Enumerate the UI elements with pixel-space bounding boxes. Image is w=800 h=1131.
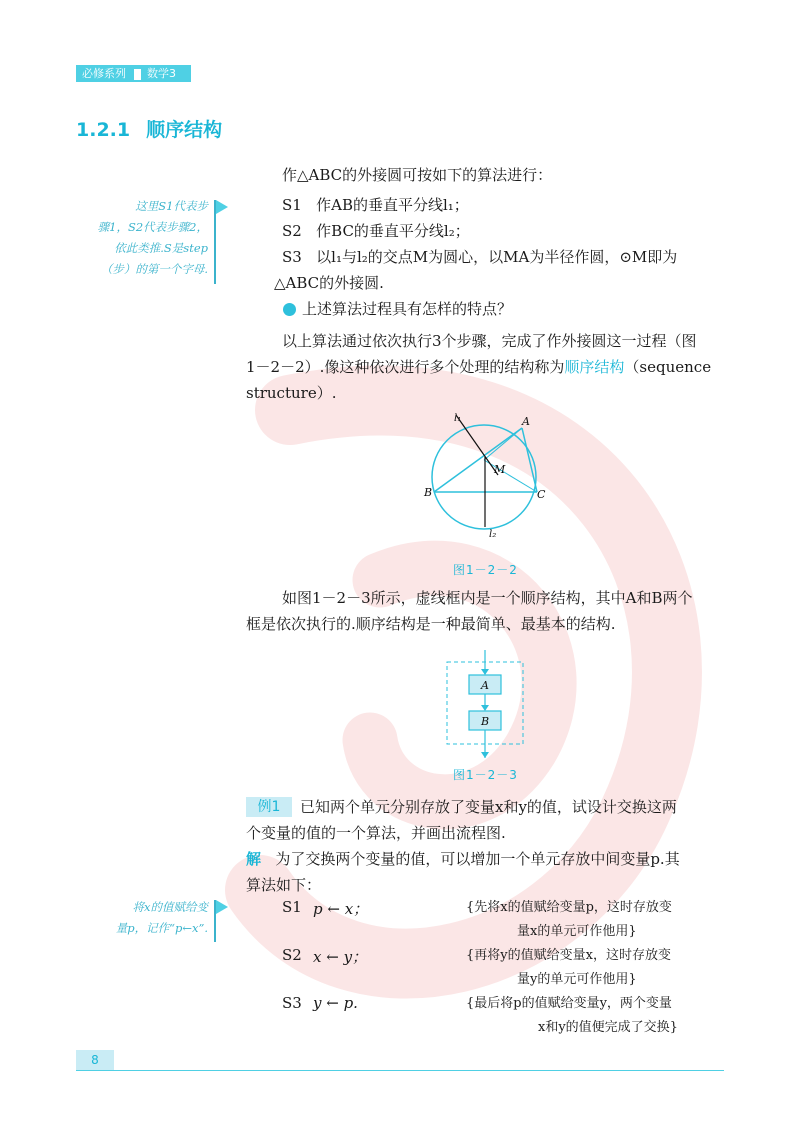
label-l2: l₂ [489,529,497,540]
box-a-label: A [481,679,489,692]
geo-step-2-text: 作BC的垂直平分线l₂； [316,222,470,240]
geo-step-1-label: S1 [282,196,302,214]
explain-line-2 [246,354,711,381]
label-m: M [494,463,506,476]
solution-text: 为了交换两个变量的值，可以增加一个单元存放中间变量p.其 [275,850,680,868]
bisector-l1 [456,415,498,475]
solution-label: 解 [246,850,262,868]
header-book: 数学3 [147,67,176,80]
algo-step-3-comment: {最后将p的值赋给变量y，两个变量 [466,996,672,1011]
explain-line-1: 以上算法通过依次执行3个步骤，完成了作外接圆这一过程（图 [282,332,697,350]
label-b: B [424,486,433,499]
label-c: C [537,488,546,501]
label-a: A [522,415,530,428]
side-note-1 [76,196,208,280]
flag-icon [216,200,228,214]
algo-step-2-label: S2 [282,946,302,964]
page-number: 8 [76,1050,114,1070]
figure-sequence [440,650,530,760]
explain-line-3: structure）. [246,384,337,402]
solution-line-1 [246,846,680,873]
geo-step-3-label: S3 [282,248,302,266]
side-note-2-line: 量p，记作“p←x”. [115,921,208,935]
geo-step-3 [282,244,677,271]
explain-line-2-suffix: （sequence [624,358,712,376]
term-sequence: 顺序结构 [564,358,625,376]
example-badge: 例1 [246,797,292,817]
algo-step-2-code: x ← y； [313,948,368,966]
solution-line-2: 算法如下： [246,876,322,894]
algo-step-1-code: p ← x； [313,900,369,918]
section-name: 顺序结构 [146,119,223,141]
geo-step-1-text: 作AB的垂直平分线l₁； [316,196,469,214]
side-note-2-line: 将x的值赋给变 [132,900,208,914]
header-series: 必修系列 [82,67,126,80]
explain-line-2-prefix: 1－2－2）.像这种依次进行多个处理的结构称为 [246,358,565,376]
geo-step-1 [282,192,469,219]
algo-step-1-label: S1 [282,898,302,916]
side-note-2 [76,897,208,939]
figure-circumcircle [400,405,580,555]
side-note-1-line: 骤1，S2代表步骤2， [97,220,208,234]
geo-step-3-cont: △ABC的外接圆. [274,274,384,292]
side-ab [434,428,522,492]
radius-mc [484,460,537,492]
figure-1-caption: 图1－2－2 [453,563,518,577]
algo-step-2-comment: {再将y的值赋给变量x，这时存放变 [466,948,671,963]
circumcircle [432,425,536,529]
arrow-icon [481,705,489,711]
algo-step-3-comment-cont: x和y的值便完成了交换} [538,1020,678,1035]
radius-ma [484,428,522,460]
arrow-icon [481,752,489,758]
header-badge [76,65,191,82]
side-note-1-line: （步）的第一个字母. [100,262,208,276]
box-b-label: B [480,715,490,728]
section-number: 1.2.1 [76,119,131,141]
explain2-line-2: 框是依次执行的.顺序结构是一种最简单、最基本的结构. [246,615,616,633]
geo-step-3-text: 以l₁与l₂的交点M为圆心，以MA为半径作圆，⊙M即为 [316,248,678,266]
example-line-2: 个变量的值的一个算法，并画出流程图. [246,824,506,842]
geo-step-2 [282,218,470,245]
geo-step-2-label: S2 [282,222,302,240]
arrow-icon [481,669,489,675]
side-note-1-line: 依此类推.S是step [114,241,208,255]
flag-icon [216,900,228,914]
figure-2-caption: 图1－2－3 [453,768,518,782]
algo-step-1-comment-cont: 量x的单元可作他用} [517,924,637,939]
algo-step-2-comment-cont: 量y的单元可作他用} [517,972,637,987]
section-title [76,115,222,142]
algo-step-3-label: S3 [282,994,302,1012]
label-l1: l₁ [454,413,462,424]
explain2-line-1: 如图1－2－3所示，虚线框内是一个顺序结构，其中A和B两个 [282,589,693,607]
algo-step-1-comment: {先将x的值赋给变量p，这时存放变 [466,900,672,915]
side-ac [522,428,537,492]
algo-step-3-code: y ← p. [313,994,358,1012]
footer-rule [76,1070,724,1071]
question-text: 上述算法过程具有怎样的特点？ [302,300,513,318]
side-note-1-line: 这里S1代表步 [135,199,208,213]
bullet-icon [283,303,296,316]
example-line-1: 已知两个单元分别存放了变量x和y的值，试设计交换这两 [300,798,677,816]
intro-text: 作△ABC的外接圆可按如下的算法进行： [282,166,553,184]
